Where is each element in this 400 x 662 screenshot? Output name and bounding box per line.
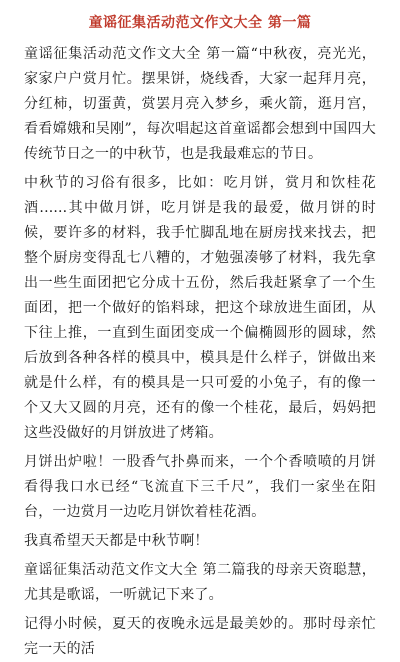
paragraph-6: 记得小时候，夏天的夜晚永远是最美妙的。那时母亲忙完一天的活 — [24, 616, 376, 657]
paragraph-5: 童谣征集活动范文作文大全 第二篇我的母亲天资聪慧，尤其是歌谣，一听就记下来了。 — [24, 562, 376, 603]
paragraph-4: 我真希望天天都是中秋节啊！ — [24, 533, 209, 549]
paragraph-3: 月饼出炉啦！一股香气扑鼻而来，一个个香喷喷的月饼看得我口水已经“飞流直下三千尺”，我们一家坐在阳台，一边赏月一边吃月饼饮着桂花酒。 — [24, 454, 376, 520]
paragraph-2: 中秋节的习俗有很多，比如：吃月饼，赏月和饮桂花酒......其中做月饼，吃月饼是我的最爱，做月饼的时候，要许多的材料，我手忙脚乱地在厨房找来找去，把整个厨房变得乱七八糟的，才勉强凑够了材料，我先拿出一些生面团把它分成十五份，然后我赶紧拿了一个生面团，把一个做好的馅料球，把这个球放进生面团，从下往上推，一直到生面团变成一个偏椭圆形的圆球，然后放到各种各样的模具中，模具是什么样子，饼做出来就是什么样，有的模具是一只可爱的小兔子，有的像一个又大又圆的月亮，还有的像一个桂花，最后，妈妈把这些没做好的月饼放进了烤箱。 — [24, 175, 376, 441]
paragraph-1: 童谣征集活动范文作文大全 第一篇“中秋夜，亮光光，家家户户赏月忙。摆果饼，烧线香，大家一起拜月亮，分红柿，切蛋黄，赏罢月亮入梦乡，乘火箭，逛月宫，看看嫦娥和吴刚”，每次唱起这首童谣都会想到中国四大传统节日之一的中秋节，也是我最难忘的节日。 — [24, 46, 376, 162]
document-title: 童谣征集活动范文作文大全 第一篇 — [88, 15, 312, 31]
